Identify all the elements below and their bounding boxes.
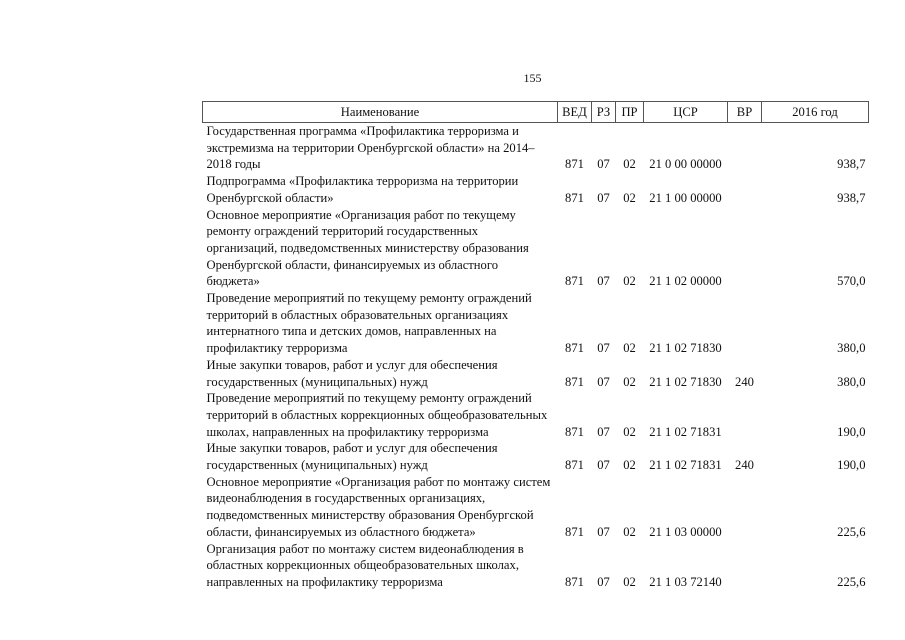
row-name: Подпрограмма «Профилактика терроризма на территории Оренбургской области» <box>206 174 519 205</box>
row-ved: 871 <box>565 424 584 439</box>
row-amount: 938,7 <box>837 157 866 172</box>
budget-table <box>202 101 869 591</box>
row-pr: 02 <box>623 157 636 172</box>
row-ved: 871 <box>565 341 584 356</box>
table-row <box>203 290 869 357</box>
row-rz: 07 <box>597 190 610 205</box>
row-csr: 21 1 02 71830 <box>649 341 722 356</box>
row-rz: 07 <box>597 157 610 172</box>
row-ved: 871 <box>565 157 584 172</box>
row-name: Проведение мероприятий по текущему ремонту ограждений территорий в областных коррекционных общеобразовательных школах, направленных на профилактику терроризма <box>206 391 548 439</box>
row-amount: 225,6 <box>837 524 866 539</box>
row-pr: 02 <box>623 424 636 439</box>
row-ved: 871 <box>565 574 584 589</box>
row-vr <box>728 290 762 357</box>
table-row <box>203 207 869 291</box>
row-name: Основное мероприятие «Организация работ по монтажу систем видеонаблюдения в государственных организациях, подведомственных министерству образования Оренбургской области, финансируемых из областного бюджета» <box>206 474 551 539</box>
row-rz: 07 <box>597 574 610 589</box>
row-name: Государственная программа «Профилактика терроризма и экстремизма на территории Оренбургской области» на 2014–2018 годы <box>206 124 535 172</box>
row-ved: 871 <box>565 274 584 289</box>
table-row <box>203 357 869 390</box>
row-name: Иные закупки товаров, работ и услуг для обеспечения государственных (муниципальных) нужд <box>206 357 498 389</box>
table-row <box>203 440 869 473</box>
row-ved: 871 <box>565 190 584 205</box>
row-amount: 190,0 <box>837 424 866 439</box>
table-row <box>203 123 869 174</box>
row-amount: 225,6 <box>837 574 866 589</box>
row-csr: 21 1 02 71830 <box>649 374 722 389</box>
row-name: Основное мероприятие «Организация работ по текущему ремонту ограждений территорий государственных организаций, подведомственных министерству образования Оренбургской области, финансируемых из областного бюджета» <box>206 207 529 289</box>
header-name: Наименование <box>203 102 558 123</box>
row-vr <box>728 390 762 440</box>
row-amount: 570,0 <box>837 274 866 289</box>
table-header-row <box>203 102 869 123</box>
row-pr: 02 <box>623 341 636 356</box>
header-rz: РЗ <box>592 102 616 123</box>
row-pr: 02 <box>623 574 636 589</box>
row-pr: 02 <box>623 374 636 389</box>
row-vr <box>728 541 762 591</box>
row-pr: 02 <box>623 274 636 289</box>
table-row <box>203 541 869 591</box>
row-rz: 07 <box>597 374 610 389</box>
row-csr: 21 1 00 00000 <box>649 190 722 205</box>
row-csr: 21 1 03 72140 <box>649 574 722 589</box>
table-row <box>203 173 869 206</box>
row-ved: 871 <box>565 458 584 473</box>
row-vr: 240 <box>735 458 754 473</box>
row-amount: 190,0 <box>837 458 866 473</box>
row-csr: 21 0 00 00000 <box>649 157 722 172</box>
header-pr: ПР <box>616 102 644 123</box>
table-row <box>203 474 869 541</box>
row-rz: 07 <box>597 424 610 439</box>
row-vr <box>728 173 762 206</box>
row-csr: 21 1 02 00000 <box>649 274 722 289</box>
header-vr: ВР <box>728 102 762 123</box>
row-name: Иные закупки товаров, работ и услуг для обеспечения государственных (муниципальных) нужд <box>206 441 498 473</box>
row-pr: 02 <box>623 190 636 205</box>
row-vr <box>728 207 762 291</box>
row-amount: 380,0 <box>837 374 866 389</box>
row-rz: 07 <box>597 458 610 473</box>
row-rz: 07 <box>597 524 610 539</box>
row-vr: 240 <box>735 374 754 389</box>
row-amount: 380,0 <box>837 341 866 356</box>
row-csr: 21 1 02 71831 <box>649 458 722 473</box>
header-csr: ЦСР <box>644 102 728 123</box>
header-ved: ВЕД <box>558 102 592 123</box>
row-ved: 871 <box>565 524 584 539</box>
row-rz: 07 <box>597 274 610 289</box>
row-rz: 07 <box>597 341 610 356</box>
row-vr <box>728 474 762 541</box>
header-year: 2016 год <box>762 102 869 123</box>
row-pr: 02 <box>623 524 636 539</box>
row-csr: 21 1 03 00000 <box>649 524 722 539</box>
row-pr: 02 <box>623 458 636 473</box>
row-csr: 21 1 02 71831 <box>649 424 722 439</box>
row-ved: 871 <box>565 374 584 389</box>
row-name: Проведение мероприятий по текущему ремонту ограждений территорий в областных образовательных организациях интернатного типа и детских домов, направленных на профилактику терроризма <box>206 291 532 356</box>
page-number: 155 <box>523 71 542 85</box>
row-name: Организация работ по монтажу систем видеонаблюдения в областных коррекционных общеобразовательных школах, направленных на профилактику терроризма <box>206 541 524 589</box>
table-row <box>203 390 869 440</box>
row-amount: 938,7 <box>837 190 866 205</box>
row-vr <box>728 123 762 174</box>
